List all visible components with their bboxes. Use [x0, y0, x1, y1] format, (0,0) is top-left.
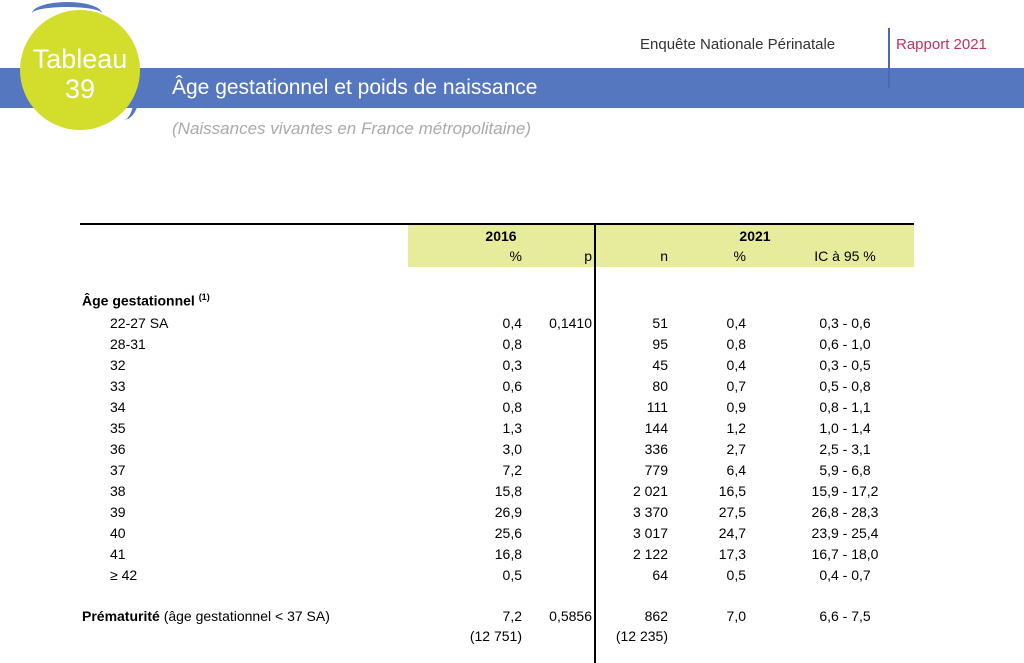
row-ic: 1,0 - 1,4 — [819, 420, 871, 436]
row-ic: 0,4 - 0,7 — [819, 567, 871, 583]
row-pct2021: 24,7 — [718, 525, 746, 541]
prematurity-ic: 6,6 - 7,5 — [819, 608, 871, 624]
row-label: 32 — [110, 357, 126, 373]
row-pct2016: 26,9 — [494, 504, 522, 520]
row-ic: 16,7 - 18,0 — [811, 546, 879, 562]
row-n: 45 — [652, 357, 668, 373]
total-2021: (12 235) — [615, 628, 668, 644]
row-label: 40 — [110, 525, 126, 541]
badge-number: 39 — [64, 74, 96, 104]
row-n: 779 — [644, 462, 668, 478]
prematurity-pct2021: 7,0 — [726, 608, 746, 624]
row-n: 95 — [652, 336, 668, 352]
col-pct-2016: % — [509, 248, 522, 264]
prematurity-p: 0,5856 — [549, 608, 592, 624]
row-label: 22-27 SA — [110, 315, 169, 331]
row-pct2016: 25,6 — [494, 525, 522, 541]
col-ic: IC à 95 % — [814, 248, 876, 264]
row-pct2016: 0,3 — [502, 357, 522, 373]
row-n: 111 — [646, 399, 668, 415]
row-ic: 0,5 - 0,8 — [819, 378, 871, 394]
row-label: 39 — [110, 504, 126, 520]
row-pct2016: 0,5 — [502, 567, 522, 583]
section-label-text: Âge gestationnel — [82, 292, 195, 309]
row-pct2021: 0,9 — [726, 399, 746, 415]
page-title: Âge gestationnel et poids de naissance — [172, 76, 538, 99]
row-pct2021: 6,4 — [726, 462, 746, 478]
prematurity-n: 862 — [644, 608, 668, 624]
row-ic: 2,5 - 3,1 — [819, 441, 871, 457]
section-footnote: (1) — [198, 292, 210, 302]
section-label — [82, 292, 210, 309]
row-pct2016: 0,4 — [502, 315, 522, 331]
row-pct2021: 17,3 — [718, 546, 746, 562]
row-label: 33 — [110, 378, 126, 394]
row-label: 41 — [110, 546, 126, 562]
row-label: ≥ 42 — [110, 567, 138, 583]
row-n: 80 — [652, 378, 668, 394]
total-2016: (12 751) — [469, 628, 522, 644]
row-n: 2 021 — [632, 483, 668, 499]
row-n: 64 — [652, 567, 668, 583]
row-label: 34 — [110, 399, 126, 415]
header-divider — [888, 28, 890, 88]
col-p: p — [584, 248, 592, 264]
row-label: 36 — [110, 441, 126, 457]
row-pct2021: 0,7 — [726, 378, 746, 394]
row-pct2021: 2,7 — [726, 441, 746, 457]
year-2016-header: 2016 — [485, 228, 517, 244]
row-ic: 23,9 - 25,4 — [811, 525, 879, 541]
badge-label: Tableau — [32, 44, 128, 74]
col-n: n — [660, 248, 668, 264]
row-n: 51 — [652, 315, 668, 331]
row-pct2021: 0,5 — [726, 567, 746, 583]
row-pct2016: 0,8 — [502, 399, 522, 415]
row-pct2016: 0,8 — [502, 336, 522, 352]
row-label: 35 — [110, 420, 126, 436]
prematurity-pct2016: 7,2 — [502, 608, 522, 624]
report-name: Rapport 2021 — [896, 36, 987, 53]
row-pct2021: 27,5 — [718, 504, 746, 520]
row-label: 38 — [110, 483, 126, 499]
row-pct2021: 1,2 — [726, 420, 746, 436]
survey-name: Enquête Nationale Périnatale — [640, 36, 836, 53]
row-ic: 0,6 - 1,0 — [819, 336, 871, 352]
row-n: 336 — [644, 441, 668, 457]
row-pct2016: 7,2 — [502, 462, 522, 478]
row-ic: 5,9 - 6,8 — [819, 462, 871, 478]
col-pct-2021: % — [733, 248, 746, 264]
year-2021-header: 2021 — [739, 228, 771, 244]
row-ic: 15,9 - 17,2 — [811, 483, 879, 499]
row-ic: 0,3 - 0,6 — [819, 315, 871, 331]
row-n: 2 122 — [632, 546, 668, 562]
row-pct2016: 1,3 — [502, 420, 522, 436]
p-value-age: 0,1410 — [549, 315, 592, 331]
row-n: 3 370 — [632, 504, 668, 520]
row-ic: 0,8 - 1,1 — [819, 399, 871, 415]
row-pct2016: 16,8 — [494, 546, 522, 562]
row-pct2021: 0,4 — [726, 357, 746, 373]
row-pct2021: 0,4 — [726, 315, 746, 331]
prematurity-label-bold: Prématurité — [82, 608, 160, 624]
row-label: 37 — [110, 462, 126, 478]
row-label: 28-31 — [110, 336, 146, 352]
table-number-badge — [20, 10, 140, 130]
row-n: 3 017 — [632, 525, 668, 541]
row-pct2016: 3,0 — [502, 441, 522, 457]
row-pct2016: 0,6 — [502, 378, 522, 394]
row-pct2021: 16,5 — [718, 483, 746, 499]
row-n: 144 — [644, 420, 668, 436]
row-ic: 0,3 - 0,5 — [819, 357, 871, 373]
prematurity-label — [82, 608, 330, 624]
row-pct2021: 0,8 — [726, 336, 746, 352]
row-pct2016: 15,8 — [494, 483, 522, 499]
prematurity-label-rest: (âge gestationnel < 37 SA) — [159, 608, 330, 624]
year-divider — [594, 223, 596, 663]
row-ic: 26,8 - 28,3 — [811, 504, 879, 520]
page-subtitle: (Naissances vivantes en France métropolitaine) — [172, 119, 532, 138]
